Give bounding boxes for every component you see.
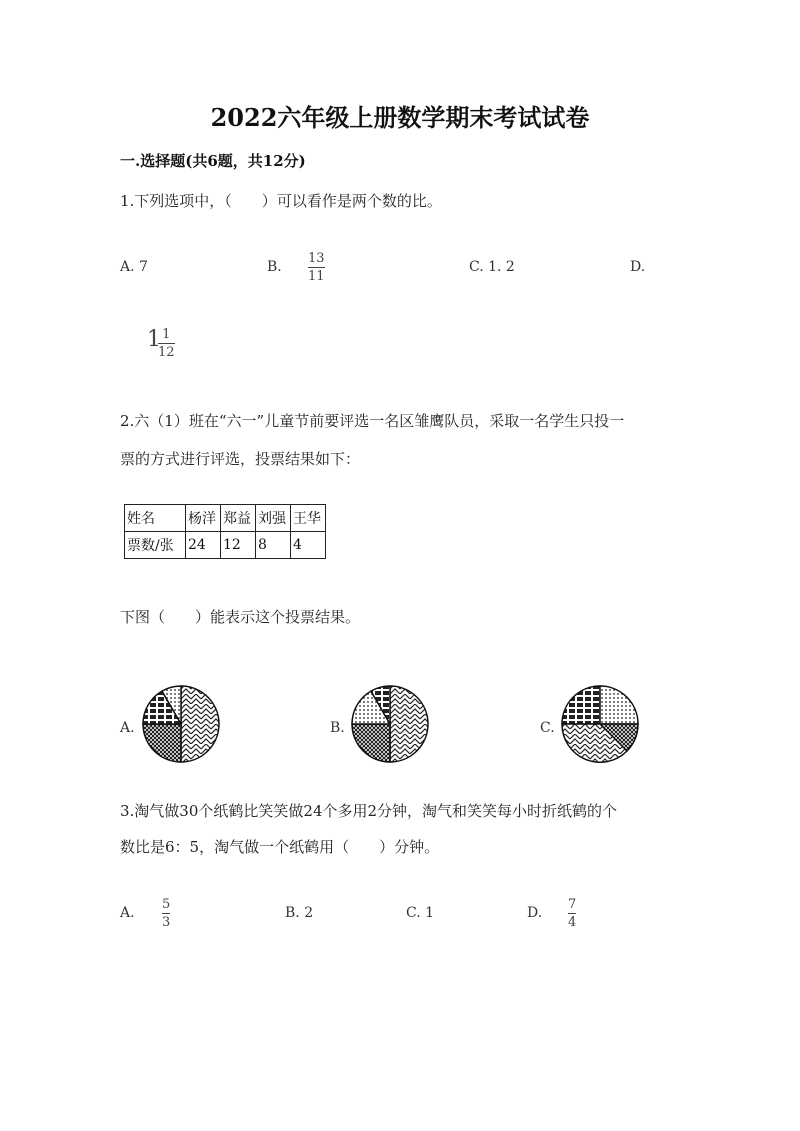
table-cell: 4 <box>291 532 326 559</box>
fraction-bar <box>162 913 170 914</box>
q3-option-a-label: A. <box>120 905 135 921</box>
section-heading: 一.选择题(共6题，共12分) <box>120 152 306 170</box>
q2-option-c-pie <box>560 684 640 764</box>
q2-option-c-label: C. <box>540 720 555 736</box>
q1-option-d-label: D. <box>630 259 646 275</box>
pie-slice <box>352 724 390 762</box>
table-cell: 12 <box>221 532 256 559</box>
table-cell: 刘强 <box>256 505 291 532</box>
fraction-denominator: 4 <box>568 915 577 930</box>
table-cell: 24 <box>186 532 221 559</box>
fraction-numerator: 1 <box>162 327 171 342</box>
fraction-numerator: 5 <box>162 897 171 912</box>
fraction-denominator: 3 <box>162 915 171 930</box>
fraction-numerator: 13 <box>308 251 325 266</box>
fraction-denominator: 12 <box>158 345 175 360</box>
pie-slice <box>600 686 638 724</box>
fraction-numerator: 7 <box>568 897 577 912</box>
page-title: 2022六年级上册数学期末考试试卷 <box>210 103 590 132</box>
question-1-text: 1.下列选项中，（ ）可以看作是两个数的比。 <box>120 192 442 210</box>
table-cell: 姓名 <box>125 505 186 532</box>
q1-option-c: C. 1. 2 <box>469 259 515 275</box>
table-row <box>125 532 326 559</box>
pie-slice <box>181 686 219 762</box>
fraction-bar <box>158 343 175 344</box>
q3-option-c: C. 1 <box>406 905 435 921</box>
q2-option-b-label: B. <box>330 720 345 736</box>
table-cell: 8 <box>256 532 291 559</box>
q1-option-b-fraction <box>308 251 325 284</box>
q3-option-b: B. 2 <box>285 905 314 921</box>
table-cell: 票数/张 <box>125 532 186 559</box>
question-2-line-1: 2.六（1）班在“六一”儿童节前要评选一名区雏鹰队员，采取一名学生只投一 <box>120 412 625 430</box>
question-3-line-2: 数比是6：5，淘气做一个纸鹤用（ ）分钟。 <box>120 838 440 856</box>
pie-slice <box>390 686 428 762</box>
q3-option-d-label: D. <box>527 905 543 921</box>
q3-option-d-fraction <box>568 897 576 930</box>
fraction-denominator: 11 <box>308 269 325 284</box>
q3-option-a-fraction <box>162 897 170 930</box>
table-cell: 郑益 <box>221 505 256 532</box>
q1-option-d-whole: 1 <box>147 327 161 352</box>
pie-slice <box>562 686 600 724</box>
q2-option-a-pie <box>141 684 221 764</box>
fraction-bar <box>568 913 576 914</box>
q1-option-d-fraction <box>158 327 175 360</box>
q2-option-b-pie <box>350 684 430 764</box>
fraction-bar <box>308 267 325 268</box>
q1-option-a: A. 7 <box>120 259 148 275</box>
table-row <box>125 505 326 532</box>
q2-option-a-label: A. <box>120 720 135 736</box>
pie-slice <box>143 724 181 762</box>
question-3-line-1: 3.淘气做30个纸鹤比笑笑做24个多用2分钟，淘气和笑笑每小时折纸鹤的个 <box>120 802 618 820</box>
question-2-prompt: 下图（ ）能表示这个投票结果。 <box>120 608 361 626</box>
question-2-line-2: 票的方式进行评选，投票结果如下： <box>120 450 361 468</box>
q1-option-b-label: B. <box>267 259 282 275</box>
table-cell: 王华 <box>291 505 326 532</box>
table-cell: 杨洋 <box>186 505 221 532</box>
vote-table <box>124 504 326 559</box>
